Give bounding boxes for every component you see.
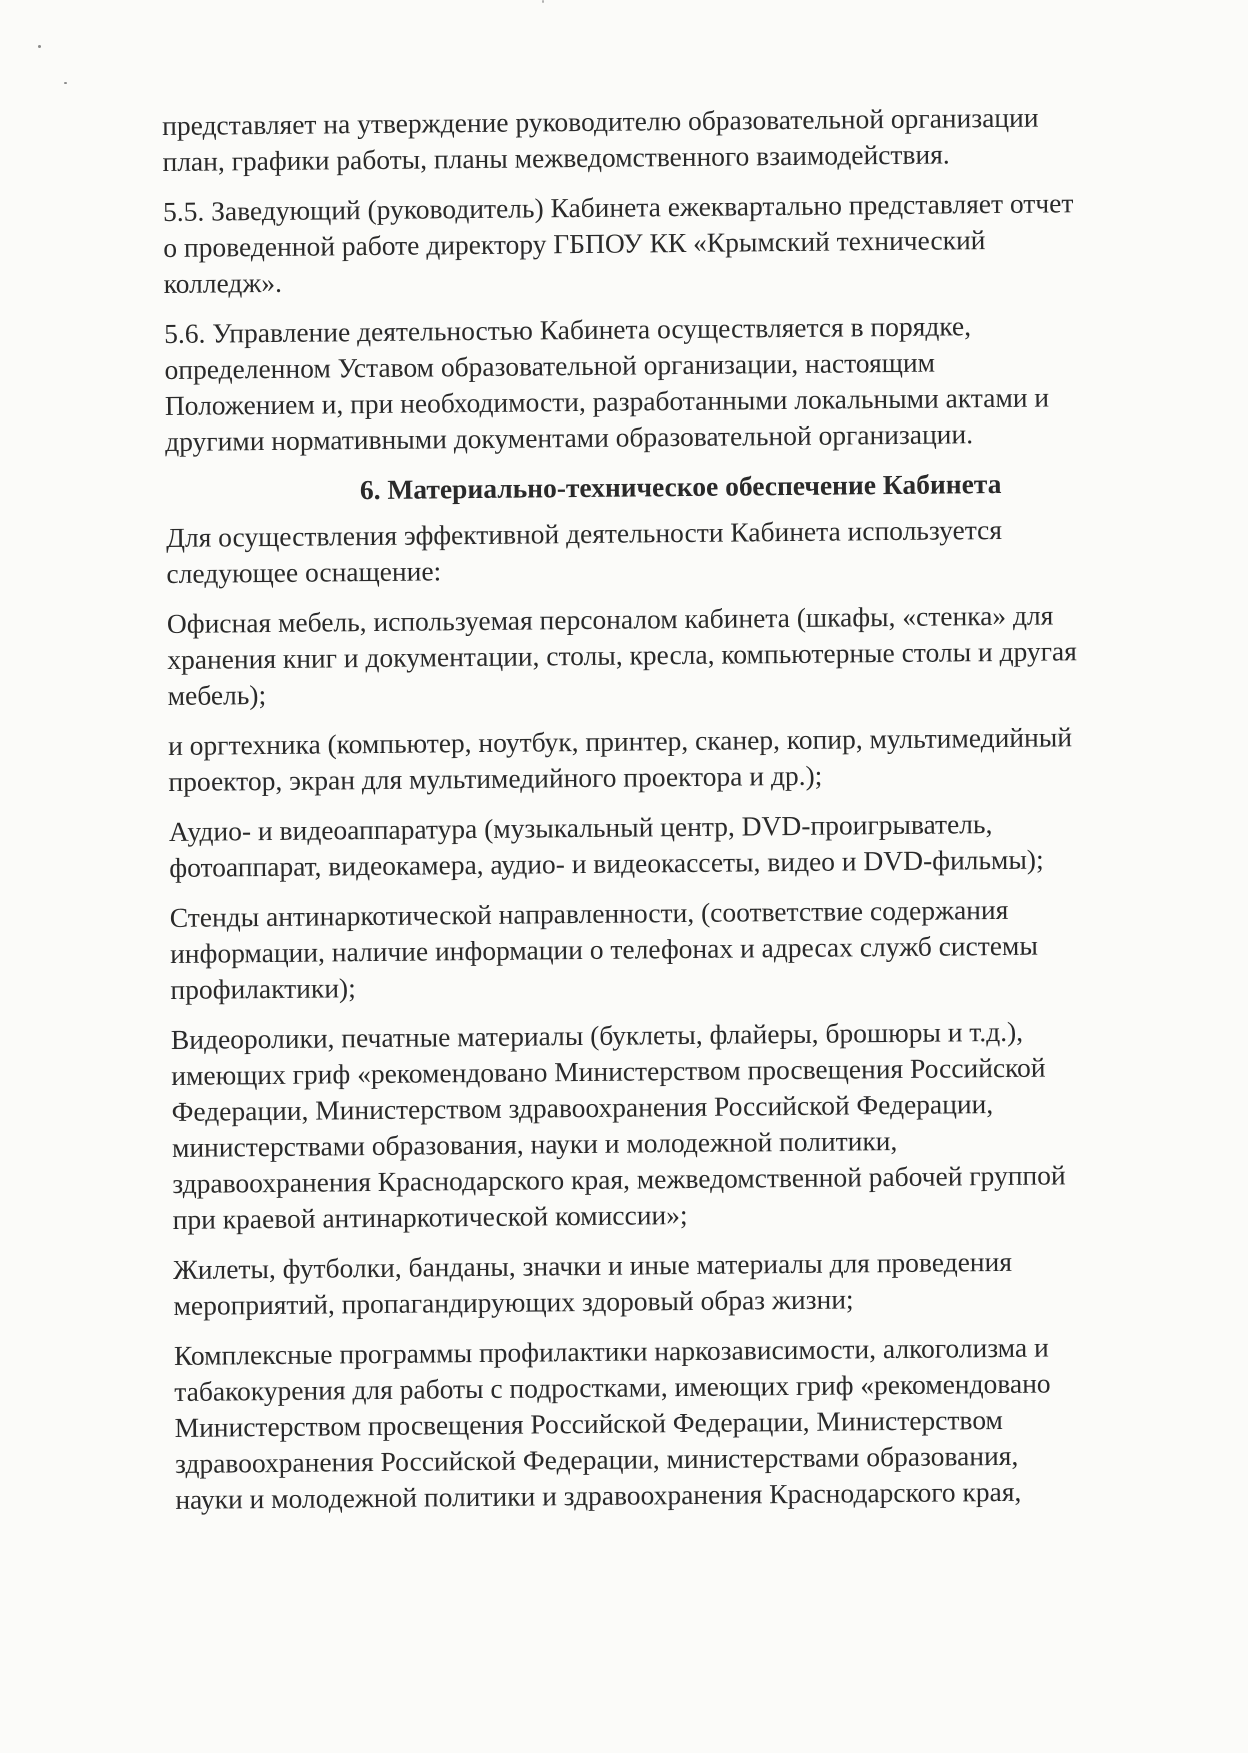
text-line: Стенды антинаркотической направленности, (соответствие содержания [169,893,1009,933]
text-line: профилактики); [170,972,356,1005]
scan-speck [38,45,41,48]
text-line: Федерации, Министерством здравоохранения Российской Федерации, [171,1088,994,1127]
paragraph-audio-video [169,804,1160,885]
text-line: план, графики работы, планы межведомственного взаимодействия. [162,138,950,177]
paragraph-intro [166,510,1157,591]
text-line: Комплексные программы профилактики наркозависимости, алкоголизма и [173,1331,1049,1371]
text-line: хранения книг и документации, столы, кресла, компьютерные столы и другая [167,635,1077,675]
paragraph-5-5 [163,184,1154,301]
text-line: представляет на утверждение руководителю образовательной организации [162,101,1039,141]
text-line: информации, наличие информации о телефонах и адресах служб системы [169,929,1038,969]
text-line: и оргтехника (компьютер, ноутбук, принтер, сканер, копир, мультимедийный [167,721,1073,761]
text-line: здравоохранения Краснодарского края, межведомственной рабочей группой [172,1159,1066,1199]
text-line: колледж». [163,266,283,299]
text-line: 5.5. Заведующий (руководитель) Кабинета ежеквартально представляет отчет [162,187,1074,227]
scan-speck [542,0,544,3]
text-line: определенном Уставом образовательной организации, настоящим [164,346,936,385]
paragraph-merch [173,1242,1164,1323]
text-line: проектор, экран для мультимедийного проектора и др.); [168,759,823,797]
text-line: имеющих гриф «рекомендовано Министерством просвещения Российской [171,1051,1046,1091]
paragraph-stands [170,890,1161,1007]
document-body [162,98,1166,1531]
text-line: при краевой антинаркотической комиссии»; [172,1199,688,1235]
paragraph-furniture [167,596,1158,713]
text-line: Офисная мебель, используемая персоналом кабинета (шкафы, «стенка» для [166,599,1054,639]
text-line: Аудио- и видеоаппаратура (музыкальный центр, DVD-проигрыватель, [168,808,993,847]
text-line: фотоаппарат, видеокамера, аудио- и видеокассеты, видео и DVD-фильмы); [169,843,1044,883]
paragraph-programs [174,1328,1166,1517]
paragraph-5-6 [164,306,1155,459]
paragraph-continuation [162,98,1153,179]
text-line: следующее оснащение: [166,555,442,589]
text-line: науки и молодежной политики и здравоохранения Краснодарского края, [175,1475,1022,1515]
text-line: 5.6. Управление деятельностью Кабинета осуществляется в порядке, [164,310,972,349]
scan-speck [64,82,67,84]
text-line: здравоохранения Российской Федерации, министерствами образования, [174,1439,1019,1479]
text-line: Жилеты, футболки, банданы, значки и иные материалы для проведения [173,1245,1013,1285]
text-line: министерствами образования, науки и молодежной политики, [171,1124,898,1163]
text-line: другими нормативными документами образовательной организации. [165,418,974,457]
text-line: мероприятий, пропагандирующих здоровый образ жизни; [173,1283,854,1321]
text-line: табакокурения для работы с подростками, имеющих гриф «рекомендовано [174,1367,1051,1407]
text-line: Министерством просвещения Российской Федерации, Министерством [174,1403,1004,1443]
text-line: мебель); [167,679,267,711]
text-line: о проведенной работе директору ГБПОУ КК «Крымский технический [163,224,986,263]
text-line: Видеоролики, печатные материалы (буклеты, флайеры, брошюры и т.д.), [170,1015,1024,1055]
paragraph-videos-print [171,1012,1163,1237]
paragraph-office-equipment [168,718,1159,799]
text-line: Для осуществления эффективной деятельности Кабинета используется [165,513,1003,553]
text-line: Положением и, при необходимости, разработанными локальными актами и [164,381,1050,421]
section-heading: 6. Материально-техническое обеспечение Кабинета [359,467,1002,506]
